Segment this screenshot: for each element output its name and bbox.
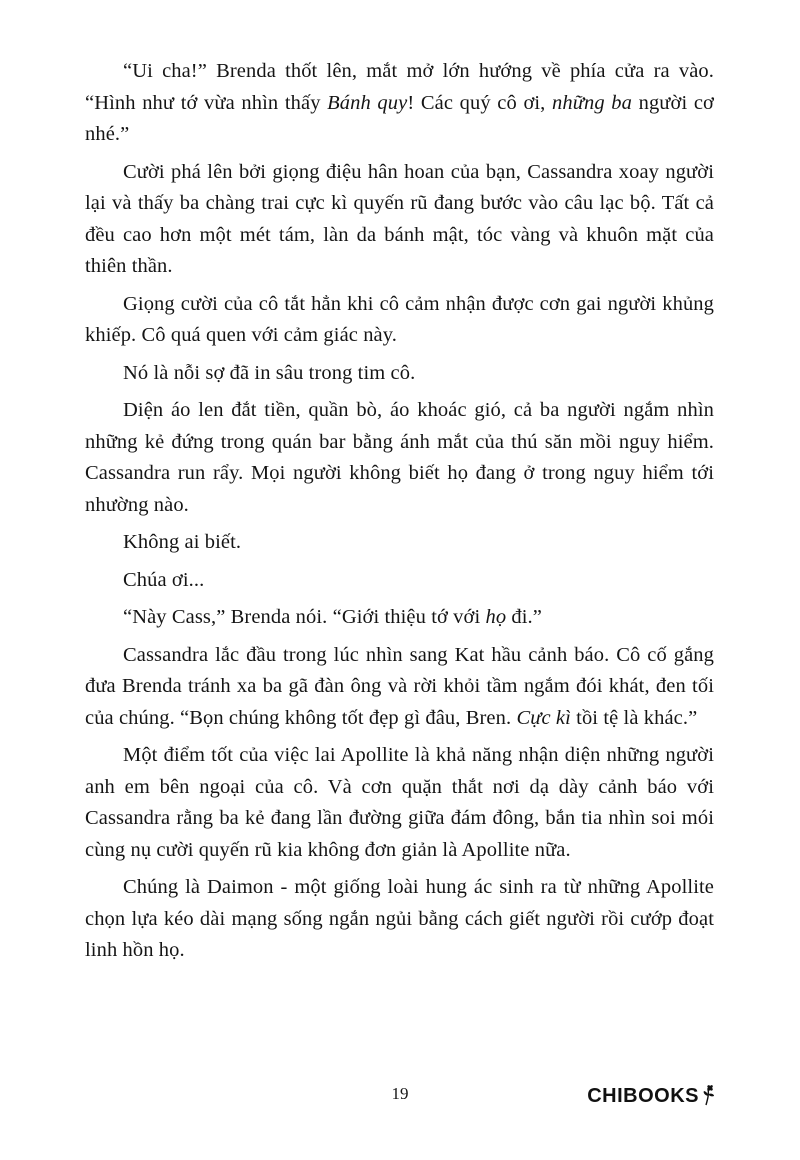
paragraph: Chúa ơi... <box>123 568 205 591</box>
paragraph: Không ai biết. <box>123 531 242 553</box>
paragraph: Cười phá lên bởi giọng điệu hân hoan của bạn, Cassandra xoay người lại và thấy ba chàng trai cực kì quyến rũ đang bước vào câu lạc bộ. Tất cả đều cao hơn một mét tám, làn da bánh mật, tóc vàng và khuôn mặt của thiên thần. <box>85 160 714 277</box>
paragraph: Diện áo len đắt tiền, quần bò, áo khoác gió, cả ba người ngắm nhìn những kẻ đứng trong quán bar bằng ánh mắt của thú săn mồi nguy hiểm. Cassandra run rẩy. Mọi người không biết họ đang ở trong nguy hiểm tới nhường nào. <box>85 399 714 516</box>
body-text <box>85 56 714 973</box>
paragraph: Cassandra lắc đầu trong lúc nhìn sang Kat hầu cảnh báo. Cô cố gắng đưa Brenda tránh xa ba gã đàn ông và rời khỏi tầm ngắm đói khát, đen tối của chúng. “Bọn chúng không tốt đẹp gì đâu, Bren. Cực kì tồi tệ là khác.” <box>85 643 714 729</box>
paragraph: “Ui cha!” Brenda thốt lên, mắt mở lớn hướng về phía cửa ra vào. “Hình như tớ vừa nhìn thấy Bánh quy! Các quý cô ơi, những ba người cơ nhé.” <box>85 60 714 145</box>
paragraph: Một điểm tốt của việc lai Apollite là khả năng nhận diện những người anh em bên ngoại của cô. Và cơn quặn thắt nơi dạ dày cảnh báo với Cassandra rằng ba kẻ đang lần đường giữa đám đông, bắn tia nhìn soi mói cùng nụ cười quyến rũ kia không đơn giản là Apollite nữa. <box>85 744 714 861</box>
publisher-logo <box>587 1080 718 1108</box>
publisher-logo-text: CHIBOOKS <box>587 1085 699 1107</box>
page-number: 19 <box>391 1084 409 1103</box>
paragraph: Nó là nỗi sợ đã in sâu trong tim cô. <box>123 361 416 384</box>
paragraph: Chúng là Daimon - một giống loài hung ác sinh ra từ những Apollite chọn lựa kéo dài mạng sống ngắn ngủi bằng cách giết người rồi cướp đoạt linh hồn họ. <box>85 876 714 961</box>
paragraph: Giọng cười của cô tắt hẳn khi cô cảm nhận được cơn gai người khủng khiếp. Cô quá quen với cảm giác này. <box>85 292 714 346</box>
paragraph: “Này Cass,” Brenda nói. “Giới thiệu tớ với họ đi.” <box>123 606 542 628</box>
flower-icon <box>700 1084 718 1112</box>
